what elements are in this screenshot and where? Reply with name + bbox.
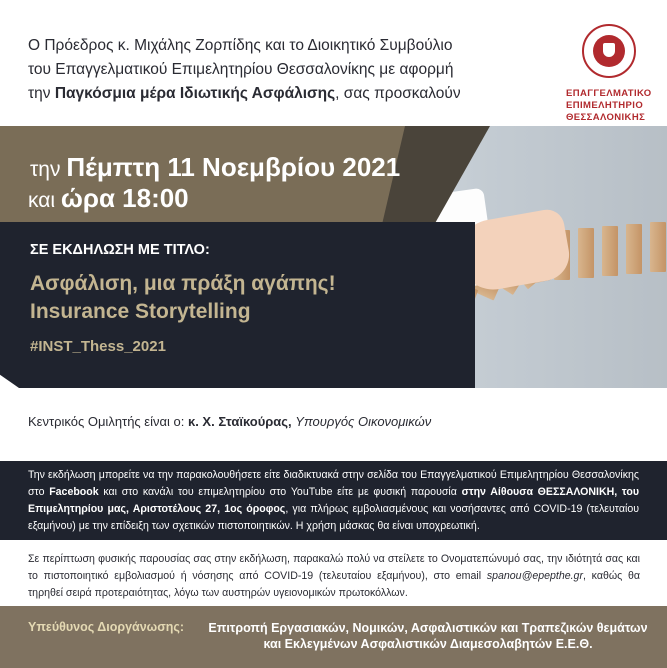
date-prefix: την xyxy=(30,158,67,181)
event-title-greek: Ασφάλιση, μια πράξη αγάπης! xyxy=(30,272,336,295)
logo-text xyxy=(566,88,656,124)
hero-banner xyxy=(0,126,667,388)
event-date xyxy=(30,152,400,183)
speaker-name: κ. Χ. Σταϊκούρας, xyxy=(187,414,296,429)
intro-highlight: Παγκόσμια μέρα Ιδιωτικής Ασφάλισης xyxy=(54,85,336,102)
attendance-info-box xyxy=(0,461,667,540)
info-part-3: , για πλήρως εμβολιασμένους και νοσήσαντες από COVID-19 (τελευταίου εξαμήνου) με την επίδειξη των σχετικών πιστοποιητικών. Η χρήση μάσκας θα είναι υποχρεωτική. xyxy=(28,503,640,532)
registration-notice xyxy=(28,551,640,602)
organizer-footer xyxy=(0,606,667,668)
logo-line-3: ΘΕΣΣΑΛΟΝΙΚΗΣ xyxy=(566,112,646,123)
info-part-1: Την εκδήλωση μπορείτε να την παρακολουθήσετε είτε διαδικτυακά στην σελίδα του Επαγγελματικού Επιμελητηρίου Θεσσαλονίκης στο xyxy=(28,469,639,498)
organizer-label: Υπεύθυνος Διοργάνωσης: xyxy=(28,620,185,634)
organizer-name xyxy=(200,620,656,652)
event-label: ΣΕ ΕΚΔΗΛΩΣΗ ΜΕ ΤΙΤΛΟ: xyxy=(30,242,210,258)
speaker-prefix: Κεντρικός Ομιλητής είναι ο: xyxy=(28,414,188,429)
speaker-role: Υπουργός Οικονομικών xyxy=(295,414,432,429)
logo-line-2: ΕΠΙΜΕΛΗΤΗΡΙΟ xyxy=(566,100,644,111)
event-hashtag: #INST_Thess_2021 xyxy=(30,338,166,355)
chamber-seal-icon xyxy=(582,24,636,78)
info-part-2: και στο κανάλι του επιμελητηρίου στο YouTube είτε με φυσική παρουσία xyxy=(98,486,462,498)
chamber-logo xyxy=(566,24,656,124)
intro-line-3-pre: την xyxy=(28,85,55,102)
venue-address: στην Αίθουσα ΘΕΣΣΑΛΟΝΙΚΗ, του Επιμελητηρίου μας, Αριστοτέλους 27, 1ος όροφος xyxy=(28,486,639,515)
contact-email-link[interactable]: spanou@epepthe.gr xyxy=(486,570,583,582)
notice-part-2: , καθώς θα τηρηθεί σειρά προτεραιότητας, λόγω των αυστηρών υγειονομικών πρωτοκόλλων. xyxy=(28,570,640,599)
organizer-line-2: και Εκλεγμένων Ασφαλιστικών Διαμεσολαβητών Ε.Ε.Θ. xyxy=(263,637,593,651)
event-title xyxy=(30,270,336,326)
date-day: Πέμπτη 11 Νοεμβρίου 2021 xyxy=(66,152,401,182)
intro-line-1: Ο Πρόεδρος κ. Μιχάλης Ζορπίδης και το Διοικητικό Συμβούλιο xyxy=(28,37,453,54)
intro-line-3-post: , σας προσκαλούν xyxy=(335,85,461,102)
intro-line-2: του Επαγγελματικού Επιμελητηρίου Θεσσαλονίκης με αφορμή xyxy=(28,61,454,78)
time-prefix: και xyxy=(28,189,61,212)
time-value: ώρα 18:00 xyxy=(60,183,189,213)
facebook-link[interactable]: Facebook xyxy=(49,486,99,498)
intro-text xyxy=(28,34,548,106)
keynote-speaker xyxy=(28,414,431,429)
intro-line-3 xyxy=(28,82,548,106)
event-title-english: Insurance Storytelling xyxy=(30,300,251,323)
event-time xyxy=(28,183,189,214)
attendance-info-text xyxy=(0,461,667,535)
organizer-line-1: Επιτροπή Εργασιακών, Νομικών, Ασφαλιστικών και Τραπεζικών θεμάτων xyxy=(208,621,648,635)
notice-part-1: Σε περίπτωση φυσικής παρουσίας σας στην εκδήλωση, παρακαλώ πολύ να στείλετε το Ονοματεπώνυμό σας, την ιδιότητά σας και το πιστοποιητικό εμβολιασμού ή νόσησης από COVID-19 (τελευταίου εξαμήνου), στο email xyxy=(28,553,640,582)
logo-line-1: ΕΠΑΓΓΕΛΜΑΤΙΚΟ xyxy=(566,88,652,99)
